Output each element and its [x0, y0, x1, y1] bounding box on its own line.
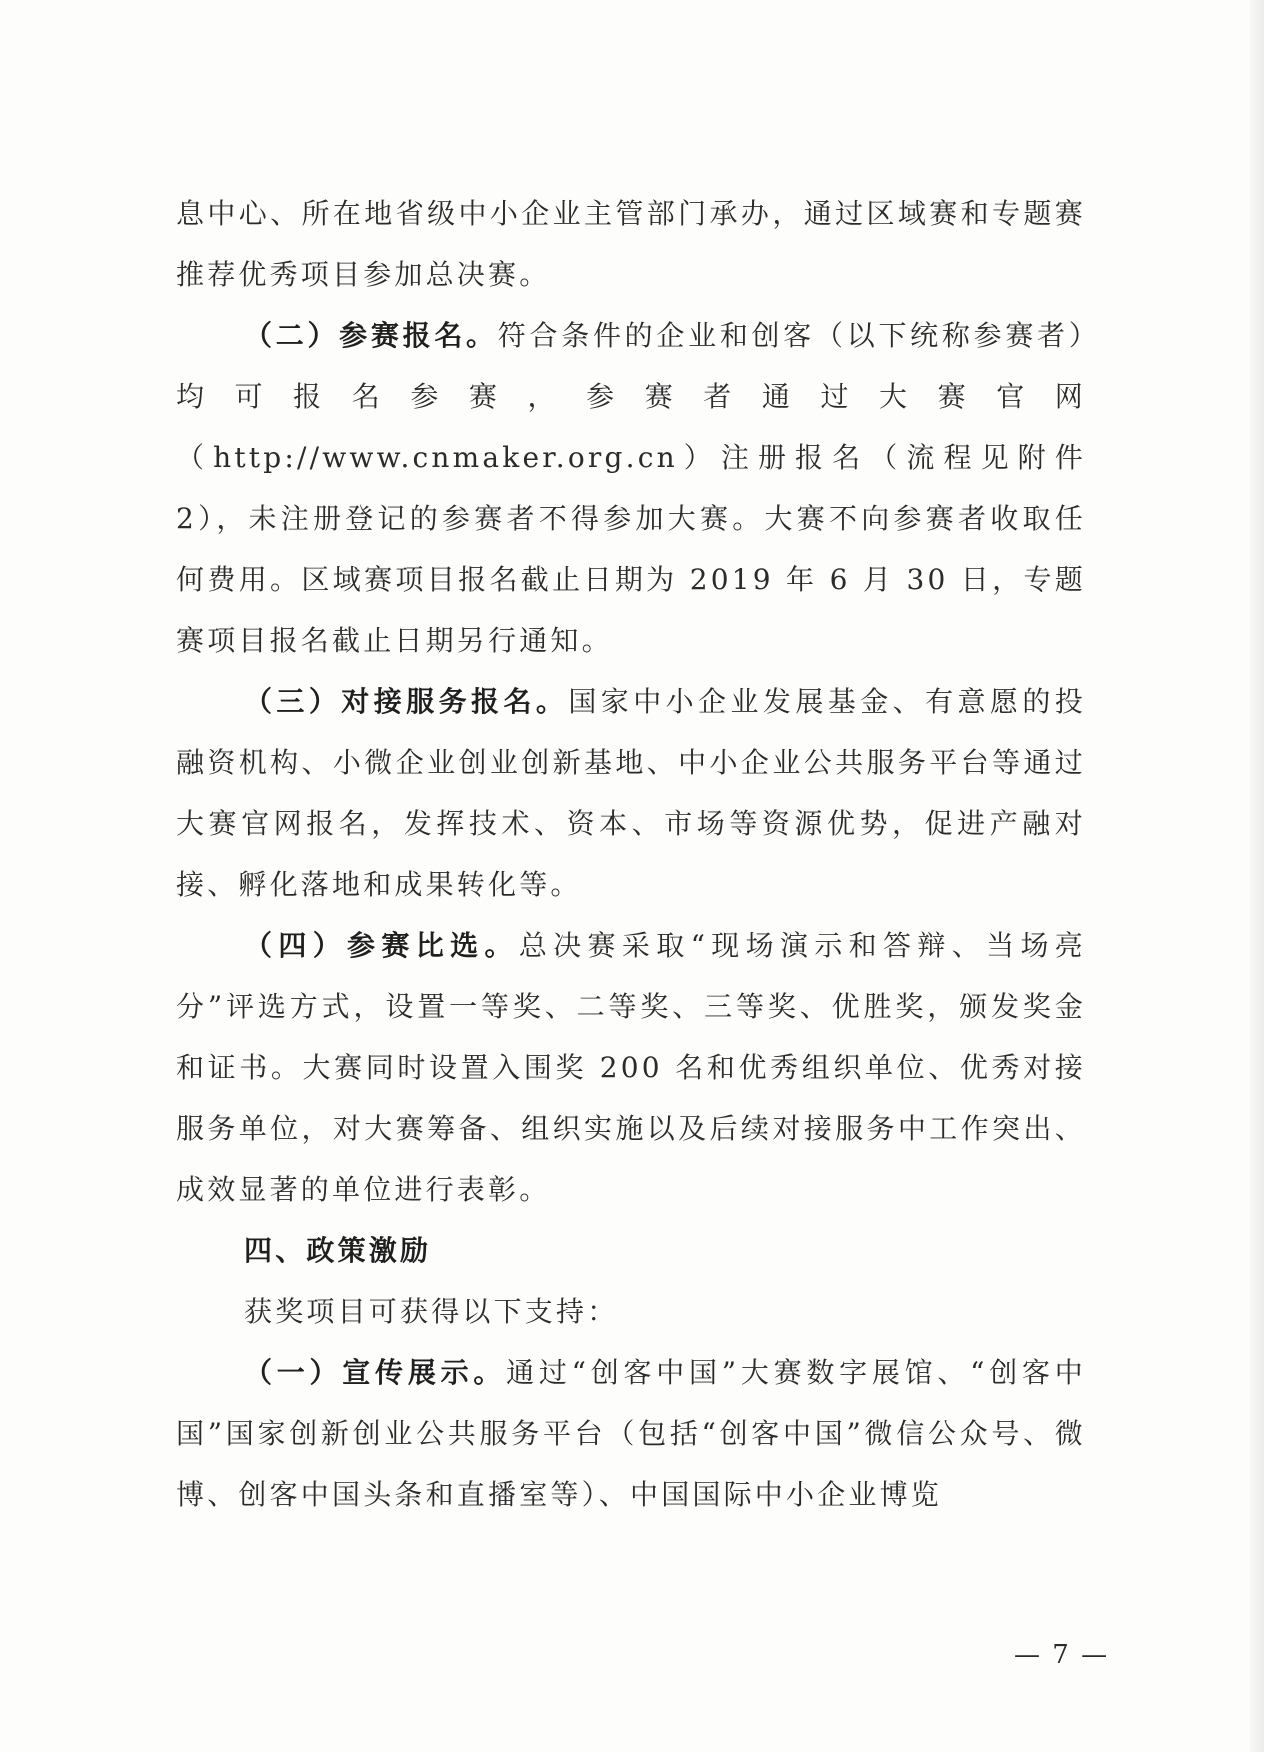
paragraph-heading: （一）宣传展示。 — [244, 1356, 507, 1389]
paragraph-continued — [176, 183, 1086, 305]
paragraph-text: 符合条件的企业和创客（以下统称参赛者）均可报名参赛，参赛者通过大赛官网（http://www.cnmaker.org.cn）注册报名（流程见附件 2），未注册登记的参赛者不得参加大赛。大赛不向参赛者收取任何费用。区域赛项目报名截止日期为 2019 年 6 月 30 日，专题赛项目报名截止日期另行通知。 — [176, 319, 1086, 657]
paragraph-text: 总决赛采取“现场演示和答辩、当场亮分”评选方式，设置一等奖、二等奖、三等奖、优胜奖，颁发奖金和证书。大赛同时设置入围奖 200 名和优秀组织单位、优秀对接服务单位，对大赛筹备、组织实施以及后续对接服务中工作突出、成效显著的单位进行表彰。 — [176, 929, 1086, 1206]
section-intro: 获奖项目可获得以下支持： — [244, 1295, 619, 1328]
paragraph-heading: （四）参赛比选。 — [244, 929, 519, 962]
paragraph-publicity — [176, 1342, 1086, 1525]
paragraph-heading: （二）参赛报名。 — [244, 319, 498, 352]
paragraph-registration — [176, 305, 1086, 671]
paragraph-service-registration — [176, 671, 1086, 915]
paragraph-text: 国家中小企业发展基金、有意愿的投融资机构、小微企业创业创新基地、中小企业公共服务平台等通过大赛官网报名，发挥技术、资本、市场等资源优势，促进产融对接、孵化落地和成果转化等。 — [176, 685, 1086, 901]
paragraph-text: 通过“创客中国”大赛数字展馆、“创客中国”国家创新创业公共服务平台（包括“创客中国”微信公众号、微博、创客中国头条和直播室等）、中国国际中小企业博览 — [176, 1356, 1086, 1511]
page-number: — 7 — — [1014, 1640, 1110, 1670]
document-body — [176, 183, 1086, 1525]
section-title: 四、政策激励 — [244, 1234, 432, 1267]
paragraph-selection — [176, 915, 1086, 1220]
paragraph-heading: （三）对接服务报名。 — [244, 685, 569, 718]
page-edge-shadow — [1250, 0, 1264, 1752]
paragraph-text: 息中心、所在地省级中小企业主管部门承办，通过区域赛和专题赛推荐优秀项目参加总决赛。 — [176, 197, 1086, 291]
